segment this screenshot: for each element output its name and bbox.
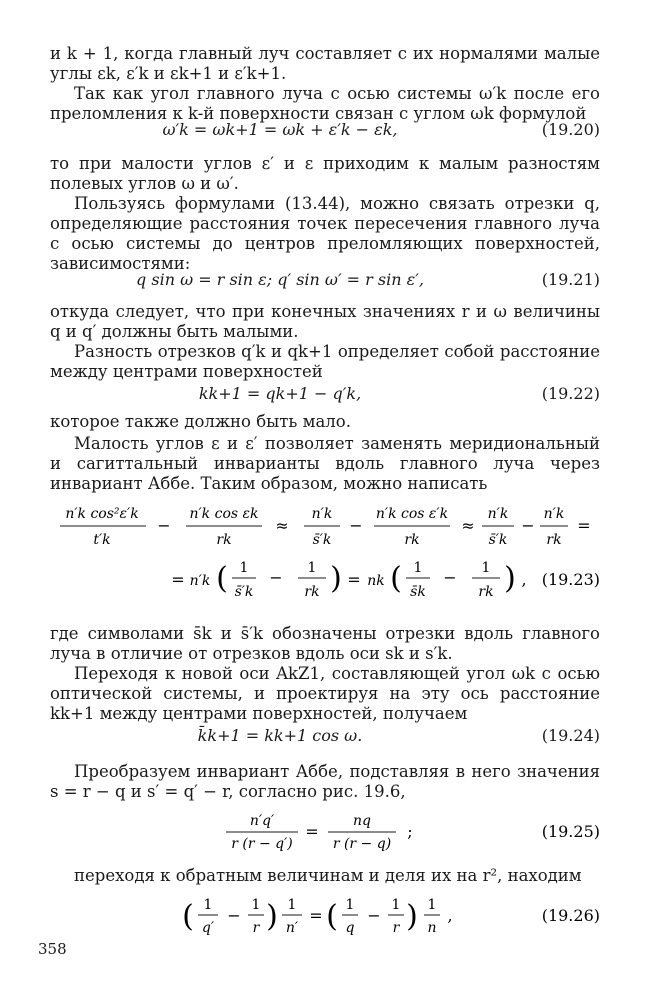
eq23-frac6-numerator: n′k bbox=[543, 506, 565, 522]
eq26-n: n bbox=[427, 920, 437, 936]
equation-19-25-number: (19.25) bbox=[541, 822, 600, 841]
eq23-lparen-1: ( bbox=[216, 561, 228, 596]
eq26-one-5: 1 bbox=[391, 897, 401, 913]
equation-19-21-body: q sin ω = r sin ε; q′ sin ω′ = r sin ε′, bbox=[136, 270, 424, 289]
eq26-r-2: r bbox=[392, 920, 400, 936]
eq23-frac3-numerator: n′k bbox=[311, 506, 333, 522]
eq26-one-2: 1 bbox=[251, 897, 261, 913]
eq25-semicolon: ; bbox=[407, 822, 413, 841]
eq25-equals: = bbox=[305, 822, 319, 841]
paragraph-3: то при малости углов ε′ и ε приходим к малым разностям полевых углов ω и ω′. bbox=[50, 154, 600, 193]
eq23-frac1-numerator: n′k cos²ε′k bbox=[65, 506, 139, 522]
paragraph-9: где символами s̄k и s̄′k обозначены отрезки вдоль главного луча в отличие от отрезков вдоль оси sk и s′k. bbox=[50, 624, 600, 663]
paragraph-6: Разность отрезков q′k и qk+1 определяет собой расстояние между центрами поверхностей bbox=[50, 342, 600, 381]
eq23-sbar-prime-k: s̄′k bbox=[234, 584, 254, 600]
equation-19-22 bbox=[50, 382, 600, 406]
eq25-left-denominator: r (r − q′) bbox=[231, 836, 293, 852]
eq26-minus-1: − bbox=[227, 906, 241, 925]
eq23-rparen-2: ) bbox=[504, 561, 516, 596]
eq23-minus-1: − bbox=[157, 516, 171, 535]
eq23-minus-2: − bbox=[349, 516, 363, 535]
eq23-r-k-2: rk bbox=[478, 584, 494, 600]
paragraph-11: Преобразуем инвариант Аббе, подставляя в него значения s = r − q и s′ = q′ − r, согласно рис. 19.6, bbox=[50, 762, 600, 801]
equation-19-21 bbox=[50, 268, 600, 292]
eq26-n-prime: n′ bbox=[285, 920, 299, 936]
eq23-frac4-numerator: n′k cos ε′k bbox=[375, 506, 449, 522]
eq26-equals: = bbox=[309, 906, 323, 925]
eq23-frac1-denominator: t′k bbox=[93, 532, 111, 548]
eq23-minus-5: − bbox=[443, 568, 457, 587]
paragraph-12: переходя к обратным величинам и деля их на r², находим bbox=[74, 866, 582, 885]
eq23-comma: , bbox=[521, 570, 527, 589]
eq23-one-4: 1 bbox=[481, 560, 491, 576]
eq23-frac4-denominator: rk bbox=[404, 532, 420, 548]
eq26-lparen-1: ( bbox=[182, 899, 194, 934]
eq23-minus-3: − bbox=[521, 516, 535, 535]
eq23-equals-2: = bbox=[171, 570, 185, 589]
eq26-one-1: 1 bbox=[203, 897, 213, 913]
eq23-sbar-k: s̄k bbox=[410, 584, 426, 600]
paragraph-5: откуда следует, что при конечных значениях r и ω величины q и q′ должны быть малыми. bbox=[50, 302, 600, 341]
eq23-n-k: nk bbox=[367, 573, 385, 589]
eq26-rparen-1: ) bbox=[266, 899, 278, 934]
eq26-comma: , bbox=[447, 906, 453, 925]
equation-19-24 bbox=[50, 724, 600, 748]
eq23-minus-4: − bbox=[269, 568, 283, 587]
equation-19-24-number: (19.24) bbox=[541, 726, 600, 745]
equation-19-23-number: (19.23) bbox=[541, 570, 600, 589]
equation-19-23 bbox=[50, 500, 600, 618]
eq26-one-6: 1 bbox=[427, 897, 437, 913]
eq23-approx-1: ≈ bbox=[275, 516, 289, 535]
eq25-left-numerator: n′q′ bbox=[249, 813, 275, 829]
equation-19-21-number: (19.21) bbox=[541, 270, 600, 289]
equation-19-24-body: k̄k+1 = kk+1 cos ω. bbox=[197, 726, 363, 745]
eq23-equals-1: = bbox=[577, 516, 591, 535]
eq23-frac6-denominator: rk bbox=[546, 532, 562, 548]
eq23-r-k-1: rk bbox=[304, 584, 320, 600]
equation-19-26-number: (19.26) bbox=[541, 906, 600, 925]
eq23-n-prime-k: n′k bbox=[189, 573, 211, 589]
paragraph-8: Малость углов ε и ε′ позволяет заменять меридиональный и сагиттальный инварианты вдоль главного луча через инвариант Аббе. Таким образом, можно написать bbox=[50, 434, 600, 493]
eq26-one-4: 1 bbox=[345, 897, 355, 913]
eq23-frac2-denominator: rk bbox=[216, 532, 232, 548]
eq23-frac5-denominator: s̄′k bbox=[488, 532, 508, 548]
paragraph-2: Так как угол главного луча с осью системы ω′k после его преломления к k-й поверхности связан с углом ωk формулой bbox=[50, 84, 600, 123]
page-number: 358 bbox=[38, 940, 67, 958]
eq26-q-prime: q′ bbox=[201, 920, 215, 936]
equation-19-26 bbox=[50, 892, 600, 942]
eq26-rparen-2: ) bbox=[406, 899, 418, 934]
eq23-rparen-1: ) bbox=[330, 561, 342, 596]
paragraph-10: Переходя к новой оси AkZ1, составляющей угол ωk с осью оптической системы, и проектируя на эту ось расстояние kk+1 между центрами поверхностей, получаем bbox=[50, 664, 600, 723]
equation-19-20-body: ω′k = ωk+1 = ωk + ε′k − εk, bbox=[162, 120, 398, 139]
eq23-one-1: 1 bbox=[239, 560, 249, 576]
eq23-one-2: 1 bbox=[307, 560, 317, 576]
equation-19-20 bbox=[50, 118, 600, 142]
eq23-equals-3: = bbox=[347, 570, 361, 589]
eq26-r-1: r bbox=[252, 920, 260, 936]
eq26-q: q bbox=[345, 920, 355, 936]
eq26-one-3: 1 bbox=[287, 897, 297, 913]
paragraph-4: Пользуясь формулами (13.44), можно связать отрезки q, определяющие расстояния точек пересечения главного луча с осью системы до центров преломляющих поверхностей, зависимостями: bbox=[50, 194, 600, 273]
eq26-minus-2: − bbox=[367, 906, 381, 925]
eq23-lparen-2: ( bbox=[390, 561, 402, 596]
eq23-approx-2: ≈ bbox=[461, 516, 475, 535]
eq23-frac3-denominator: s̄′k bbox=[312, 532, 332, 548]
equation-19-22-number: (19.22) bbox=[541, 384, 600, 403]
equation-19-22-body: kk+1 = qk+1 − q′k, bbox=[198, 384, 362, 403]
equation-19-25 bbox=[50, 808, 600, 858]
equation-19-20-number: (19.20) bbox=[541, 120, 600, 139]
eq25-right-denominator: r (r − q) bbox=[332, 836, 392, 852]
eq25-right-numerator: nq bbox=[353, 813, 371, 829]
eq23-frac2-numerator: n′k cos εk bbox=[189, 506, 259, 522]
paragraph-1: и k + 1, когда главный луч составляет с их нормалями малые углы εk, ε′k и εk+1 и ε′k+1. bbox=[50, 44, 600, 83]
eq23-one-3: 1 bbox=[413, 560, 423, 576]
eq23-frac5-numerator: n′k bbox=[487, 506, 509, 522]
paragraph-7: которое также должно быть мало. bbox=[50, 412, 351, 431]
eq26-lparen-2: ( bbox=[326, 899, 338, 934]
